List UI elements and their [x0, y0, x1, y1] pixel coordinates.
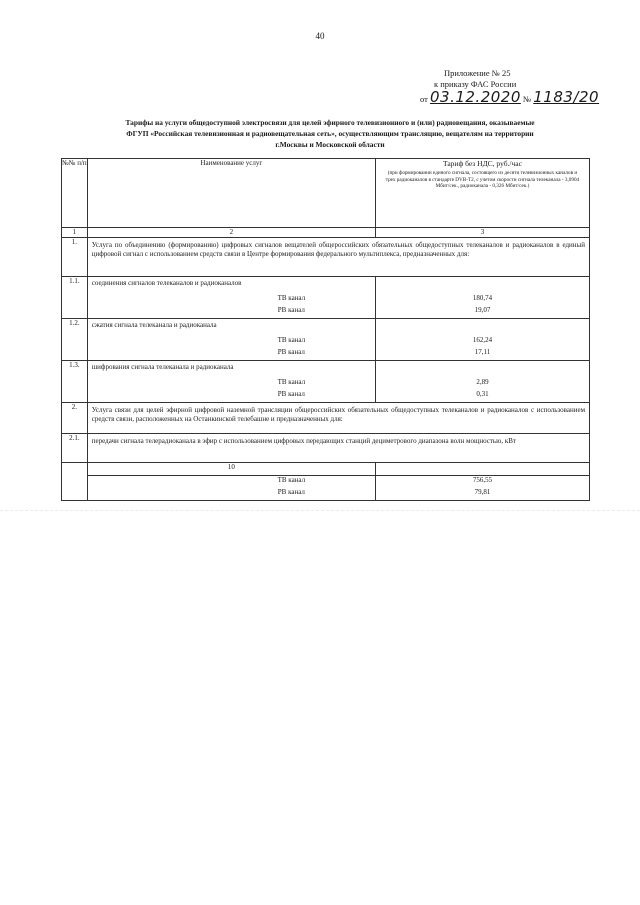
order-number: 1183/20: [533, 88, 600, 106]
rv-label: РВ канал: [87, 488, 375, 501]
service-num: 2.: [62, 403, 88, 434]
subservice-row: [62, 319, 590, 337]
tv-label: ТВ канал: [87, 476, 375, 489]
subservice-text: сжатия сигнала телеканала и радиоканала: [87, 319, 375, 337]
header-num: №№ п/п: [62, 159, 88, 228]
subservice-num: 1.3.: [62, 361, 88, 403]
subservice-num: 1.1.: [62, 277, 88, 319]
tv-row: [62, 336, 590, 348]
rv-label: РВ канал: [87, 348, 375, 361]
subservice-text: шифрования сигнала телеканала и радиоканала: [87, 361, 375, 379]
header-tariff-main: Тариф без НДС, руб./час: [442, 159, 522, 168]
service-row: [62, 403, 590, 434]
rv-value: 19,07: [375, 306, 589, 319]
appendix-order: к приказу ФАС России: [434, 79, 517, 89]
subservice-num: 2.1.: [62, 434, 88, 463]
service-text: Услуга по объединению (формированию) цифровых сигналов вещателей общероссийских обязательных общедоступных телеканалов и радиоканалов в единый цифровой сигнал с использованием средств связи в Центре формирования федерального мультиплекса, предназначенных для:: [87, 238, 589, 277]
subservice-text: соединения сигналов телеканалов и радиоканалов: [87, 277, 375, 295]
rv-row: [62, 348, 590, 361]
header-service: Наименование услуг: [87, 159, 375, 228]
header-tariff: [375, 159, 589, 228]
rv-value: 79,81: [375, 488, 589, 501]
table-header-row: [62, 159, 590, 228]
subservice-text: передачи сигнала телерадиоканала в эфир с использованием цифровых передающих станций дециметрового диапазона волн мощностью, кВт: [87, 434, 589, 463]
subservice-num: 1.2.: [62, 319, 88, 361]
rv-row: [62, 390, 590, 403]
subservice-row: [62, 434, 590, 463]
tv-row: [62, 294, 590, 306]
title-line-1: Тарифы на услуги общедоступной электросвязи для целей эфирного телевизионного и (или) радиовещания, оказываемые: [125, 118, 535, 127]
tv-label: ТВ канал: [87, 336, 375, 348]
rv-row: [62, 488, 590, 501]
tv-row: [62, 378, 590, 390]
index-cell: 3: [375, 228, 589, 238]
title-line-2: ФГУП «Российская телевизионная и радиовещательная сеть», осуществляющим трансляцию, вещателям на территории: [126, 129, 534, 138]
tv-label: ТВ канал: [87, 294, 375, 306]
service-text: Услуга связи для целей эфирной цифровой наземной трансляции общероссийских обязательных общедоступных телеканалов и радиоканалов с использованием средств связи, расположенных на Останкинской телебашне и предназначенных для:: [87, 403, 589, 434]
tv-value: 180,74: [375, 294, 589, 306]
rv-value: 0,31: [375, 390, 589, 403]
order-date: 03.12.2020: [429, 88, 521, 106]
header-tariff-note: (при формировании единого сигнала, состоящего из десяти телевизионных каналов и трех радиоканалов в стандарте DVB-T2, с учетом скорости сигнала телеканала - 3,0904 Мбит/сек., радиоканала - 0,326 Мбит/сек.): [385, 170, 580, 189]
subservice-row: [62, 277, 590, 295]
index-cell: 1: [62, 228, 88, 238]
service-num: 1.: [62, 238, 88, 277]
service-row: [62, 238, 590, 277]
power-row: [62, 463, 590, 476]
tv-value: 756,55: [375, 476, 589, 489]
subservice-row: [62, 361, 590, 379]
tariff-table: [61, 158, 590, 501]
from-label: от: [420, 94, 428, 104]
document-title: [70, 117, 590, 150]
index-row: [62, 228, 590, 238]
rv-row: [62, 306, 590, 319]
index-cell: 2: [87, 228, 375, 238]
rv-label: РВ канал: [87, 306, 375, 319]
page-number: 40: [315, 31, 325, 41]
appendix-block: [420, 68, 600, 105]
title-line-3: г.Москвы и Московской области: [275, 140, 385, 149]
appendix-date-line: [420, 88, 600, 106]
tv-row: [62, 476, 590, 489]
scan-artifact-line: [0, 510, 640, 512]
appendix-title: Приложение № 25: [444, 68, 511, 78]
tv-value: 162,24: [375, 336, 589, 348]
tv-label: ТВ канал: [87, 378, 375, 390]
number-sign: №: [523, 94, 532, 104]
tv-value: 2,89: [375, 378, 589, 390]
power-value: 10: [87, 463, 375, 476]
rv-value: 17,11: [375, 348, 589, 361]
rv-label: РВ канал: [87, 390, 375, 403]
